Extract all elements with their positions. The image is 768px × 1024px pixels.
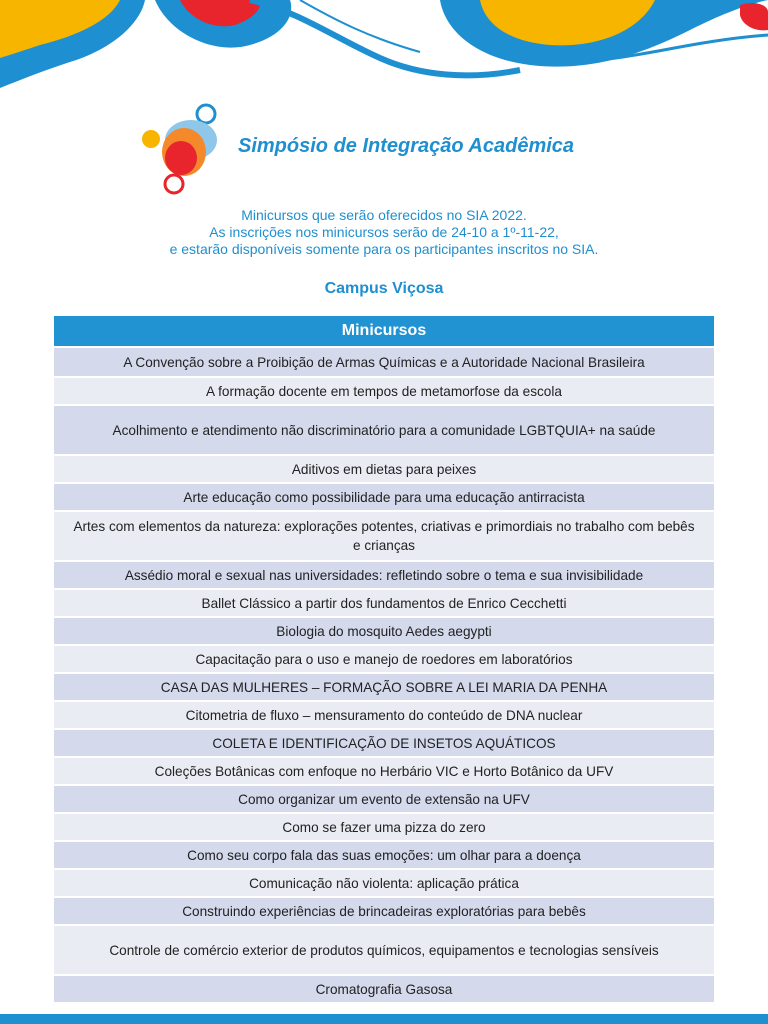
intro-line-3: e estarão disponíveis somente para os participantes inscritos no SIA. [169, 241, 599, 257]
table-row: Comunicação não violenta: aplicação prática [54, 870, 714, 896]
table-body [54, 348, 714, 1002]
table-row: Aditivos em dietas para peixes [54, 456, 714, 482]
table-row: CASA DAS MULHERES – FORMAÇÃO SOBRE A LEI MARIA DA PENHA [54, 674, 714, 700]
table-row: COLETA E IDENTIFICAÇÃO DE INSETOS AQUÁTICOS [54, 730, 714, 756]
intro-line-1: Minicursos que serão oferecidos no SIA 2022. [241, 207, 527, 223]
event-title: Simpósio de Integração Acadêmica [238, 135, 575, 157]
table-row: Capacitação para o uso e manejo de roedores em laboratórios [54, 646, 714, 672]
intro-text [0, 207, 768, 258]
table-row: Coleções Botânicas com enfoque no Herbário VIC e Horto Botânico da UFV [54, 758, 714, 784]
table-row: Assédio moral e sexual nas universidades: refletindo sobre o tema e sua invisibilidade [54, 562, 714, 588]
top-decoration [0, 0, 768, 95]
table-row: Biologia do mosquito Aedes aegypti [54, 618, 714, 644]
table-row: Controle de comércio exterior de produtos químicos, equipamentos e tecnologias sensíveis [54, 926, 714, 974]
table-row: Cromatografia Gasosa [54, 976, 714, 1002]
table-row: A formação docente em tempos de metamorfose da escola [54, 378, 714, 404]
table-row: A Convenção sobre a Proibição de Armas Químicas e a Autoridade Nacional Brasileira [54, 348, 714, 376]
bottom-bar [0, 1014, 768, 1024]
table-row: Acolhimento e atendimento não discriminatório para a comunidade LGBTQUIA+ na saúde [54, 406, 714, 454]
minicourses-table [54, 316, 714, 1004]
sia-logo [136, 100, 226, 196]
campus-heading: Campus Viçosa [324, 280, 444, 297]
table-row: Ballet Clássico a partir dos fundamentos de Enrico Cecchetti [54, 590, 714, 616]
table-row: Artes com elementos da natureza: explorações potentes, criativas e primordiais no trabalho com bebês e crianças [54, 512, 714, 560]
table-row: Como seu corpo fala das suas emoções: um olhar para a doença [54, 842, 714, 868]
intro-line-2: As inscrições nos minicursos serão de 24-10 a 1º-11-22, [209, 224, 559, 240]
table-header: Minicursos [54, 316, 714, 346]
table-row: Citometria de fluxo – mensuramento do conteúdo de DNA nuclear [54, 702, 714, 728]
table-row: Como se fazer uma pizza do zero [54, 814, 714, 840]
table-row: Construindo experiências de brincadeiras exploratórias para bebês [54, 898, 714, 924]
table-row: Como organizar um evento de extensão na UFV [54, 786, 714, 812]
table-row: Arte educação como possibilidade para uma educação antirracista [54, 484, 714, 510]
